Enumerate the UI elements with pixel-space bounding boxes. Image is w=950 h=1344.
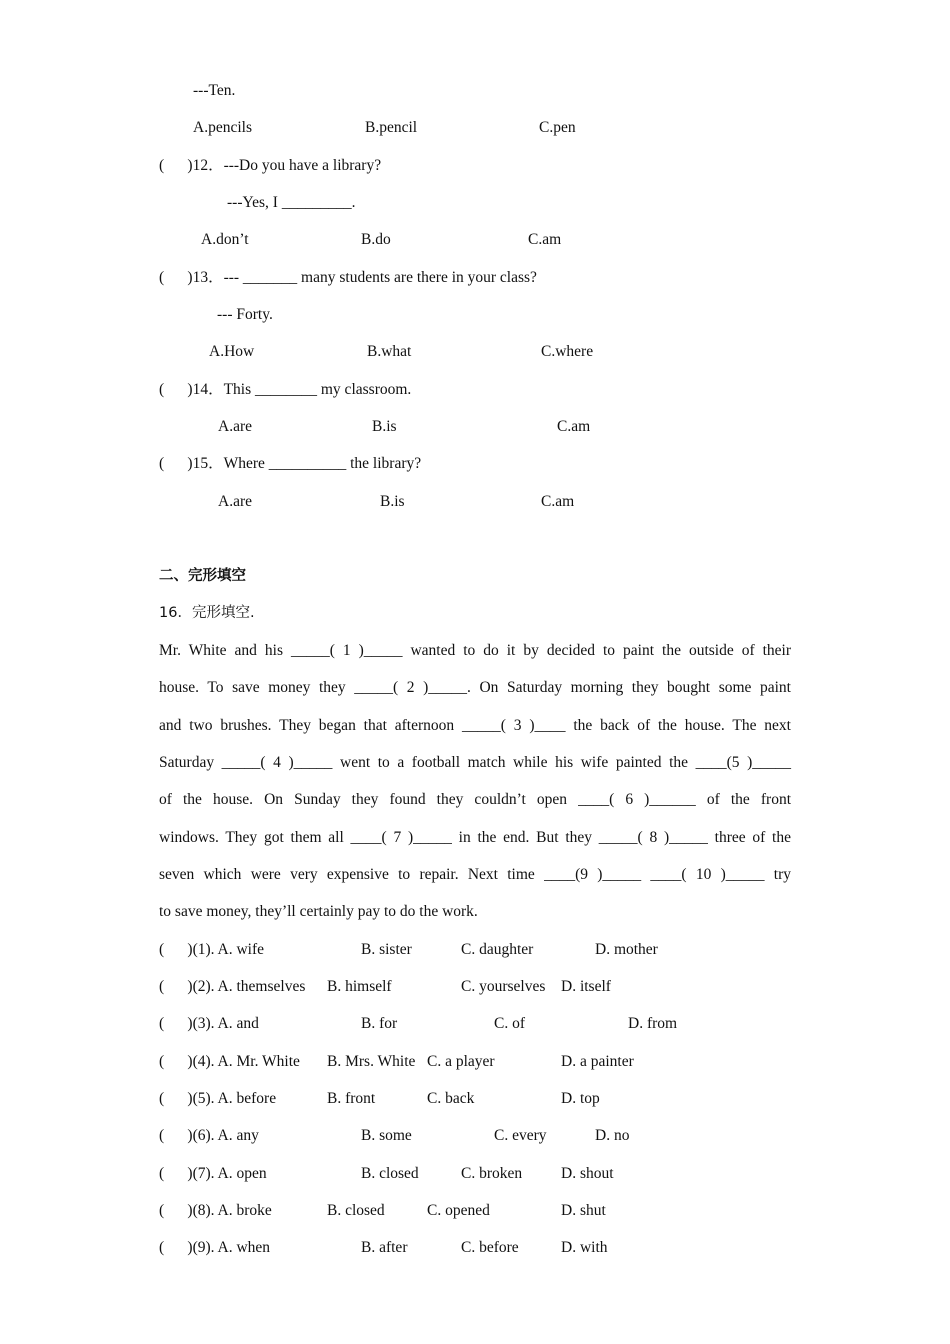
choice-7-d: D. shout — [561, 1165, 614, 1182]
q11-option-a: A.pencils — [193, 119, 252, 136]
passage-line-6: windows. They got them all ____( 7 )_____ in the end. But they _____( 8 )_____ three of the — [159, 829, 791, 846]
q12-answer: ---Yes, I _________. — [227, 194, 356, 211]
q11-answer: ---Ten. — [193, 82, 236, 99]
choice-7-a: ( )(7). A. open — [159, 1165, 267, 1182]
choice-3-d: D. from — [628, 1015, 678, 1032]
passage-line-7: seven which were very expensive to repair. Next time ____(9 )_____ ____( 10 )_____ try — [159, 866, 791, 883]
q13-option-a: A.How — [209, 343, 255, 360]
q11-option-c: C.pen — [539, 119, 576, 136]
q13-question: ( )13．--- _______ many students are there in your class? — [159, 269, 537, 286]
q12-option-a: A.don’t — [201, 231, 249, 248]
choice-5-c: C. back — [427, 1090, 475, 1107]
q14-option-a: A.are — [218, 418, 252, 435]
choice-3-a: ( )(3). A. and — [159, 1015, 259, 1032]
q15-option-a: A.are — [218, 493, 252, 510]
choice-2-b: B. himself — [327, 978, 392, 995]
choice-9-b: B. after — [361, 1239, 408, 1256]
choice-2-c: C. yourselves — [461, 978, 546, 995]
passage-line-8: to save money, they’ll certainly pay to do the work. — [159, 903, 478, 920]
choice-4-a: ( )(4). A. Mr. White — [159, 1053, 300, 1070]
choice-7-b: B. closed — [361, 1165, 419, 1182]
choice-1-c: C. daughter — [461, 941, 534, 958]
choice-9-c: C. before — [461, 1239, 519, 1256]
q11-option-b: B.pencil — [365, 119, 418, 136]
choice-1-b: B. sister — [361, 941, 412, 958]
choice-4-b: B. Mrs. White — [327, 1053, 416, 1070]
q12-option-c: C.am — [528, 231, 562, 248]
choice-3-c: C. of — [494, 1015, 525, 1032]
choice-5-d: D. top — [561, 1090, 600, 1107]
choice-6-d: D. no — [595, 1127, 630, 1144]
choice-6-b: B. some — [361, 1127, 412, 1144]
q16-label: 16．完形填空. — [159, 605, 255, 621]
passage-line-5: of the house. On Sunday they found they couldn’t open ____( 6 )______ of the front — [159, 791, 791, 808]
choice-8-a: ( )(8). A. broke — [159, 1202, 272, 1219]
q13-option-c: C.where — [541, 343, 594, 360]
q12-question: ( )12．---Do you have a library? — [159, 157, 382, 174]
choice-9-d: D. with — [561, 1239, 608, 1256]
q15-option-b: B.is — [380, 493, 405, 510]
choice-3-b: B. for — [361, 1015, 398, 1032]
q15-option-c: C.am — [541, 493, 575, 510]
choice-1-d: D. mother — [595, 941, 658, 958]
choice-6-c: C. every — [494, 1127, 547, 1144]
q14-option-c: C.am — [557, 418, 591, 435]
choice-6-a: ( )(6). A. any — [159, 1127, 259, 1144]
choice-8-d: D. shut — [561, 1202, 606, 1219]
choice-1-a: ( )(1). A. wife — [159, 941, 265, 958]
passage-line-2: house. To save money they _____( 2 )_____. On Saturday morning they bought some paint — [159, 679, 791, 696]
q14-option-b: B.is — [372, 418, 397, 435]
q13-answer: --- Forty. — [217, 306, 273, 323]
passage-line-1: Mr. White and his _____( 1 )_____ wanted to do it by decided to paint the outside of their — [159, 642, 791, 659]
choice-2-a: ( )(2). A. themselves — [159, 978, 306, 995]
q13-option-b: B.what — [367, 343, 412, 360]
choice-7-c: C. broken — [461, 1165, 523, 1182]
choice-8-b: B. closed — [327, 1202, 385, 1219]
choice-5-a: ( )(5). A. before — [159, 1090, 277, 1107]
choice-4-c: C. a player — [427, 1053, 495, 1070]
q15-question: ( )15．Where __________ the library? — [159, 455, 422, 472]
choice-8-c: C. opened — [427, 1202, 490, 1219]
section-title: 二、完形填空 — [159, 568, 246, 584]
choice-5-b: B. front — [327, 1090, 376, 1107]
passage-line-3: and two brushes. They began that afternoon _____( 3 )____ the back of the house. The next — [159, 717, 791, 734]
q12-option-b: B.do — [361, 231, 391, 248]
passage-line-4: Saturday _____( 4 )_____ went to a football match while his wife painted the ____(5 )_____ — [159, 754, 791, 771]
choice-2-d: D. itself — [561, 978, 611, 995]
q14-question: ( )14．This ________ my classroom. — [159, 381, 412, 398]
choice-9-a: ( )(9). A. when — [159, 1239, 271, 1256]
choice-4-d: D. a painter — [561, 1053, 634, 1070]
